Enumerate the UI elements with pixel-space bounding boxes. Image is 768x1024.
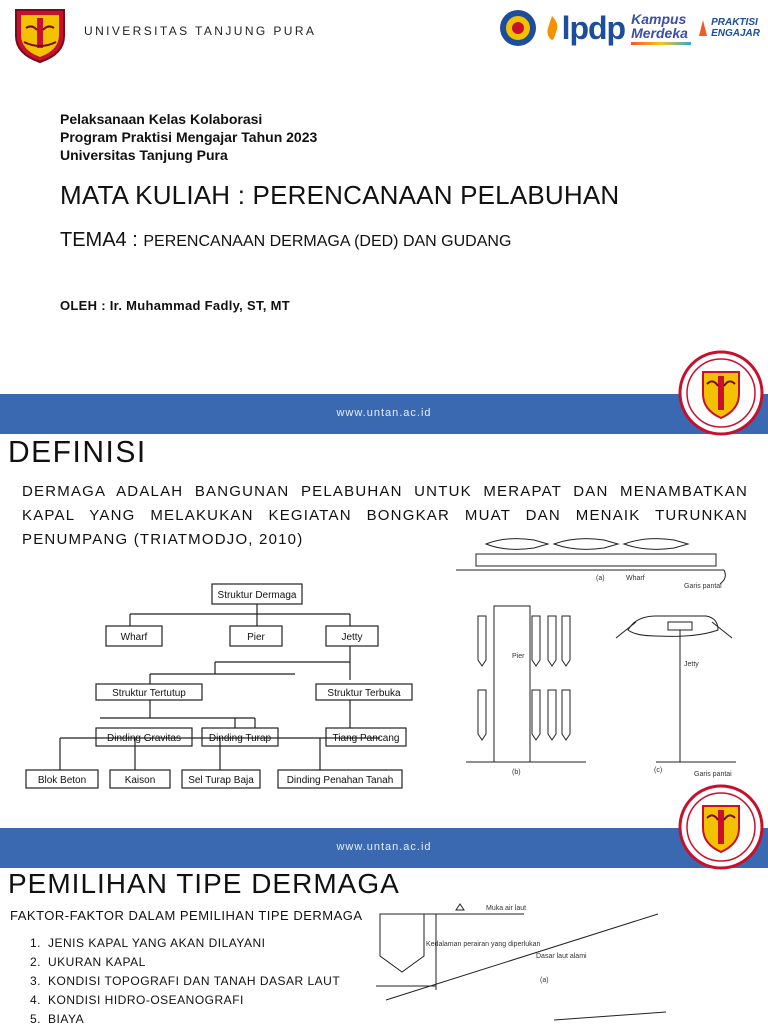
lpdp-logo bbox=[544, 10, 626, 47]
kampus-merdeka-logo bbox=[631, 12, 691, 45]
selection-title: PEMILIHAN TIPE DERMAGA bbox=[8, 868, 400, 899]
kampus-stripe bbox=[631, 42, 691, 45]
university-name: UNIVERSITAS TANJUNG PURA bbox=[84, 24, 317, 38]
diagram-type-wharf: Wharf bbox=[120, 632, 148, 643]
diagram-retaining-wall: Dinding Penahan Tanah bbox=[286, 775, 394, 786]
fig-label-wharf: Wharf bbox=[626, 575, 645, 582]
merdeka-word: Merdeka bbox=[631, 24, 688, 41]
intro-line-3: Universitas Tanjung Pura bbox=[60, 147, 228, 163]
diagram-closed: Struktur Tertutup bbox=[112, 688, 186, 699]
dock-types-figure bbox=[456, 530, 768, 778]
intro-line-1: Pelaksanaan Kelas Kolaborasi bbox=[60, 111, 263, 127]
selection-subtitle: FAKTOR-FAKTOR DALAM PEMILIHAN TIPE DERMAGA bbox=[10, 908, 363, 923]
intro-block bbox=[60, 110, 317, 164]
footer-url-2[interactable]: www.untan.ac.id bbox=[336, 841, 432, 853]
partner-logos bbox=[498, 6, 760, 50]
engajar-word: ENGAJAR bbox=[711, 28, 760, 39]
theme-text: PERENCANAAN DERMAGA (DED) DAN GUDANG bbox=[143, 233, 512, 250]
fig-kedalaman: Kedalaman perairan yang diperlukan bbox=[426, 941, 541, 948]
kemdikbud-logo-icon bbox=[498, 8, 538, 48]
diagram-root: Struktur Dermaga bbox=[217, 590, 297, 601]
diagram-pile: Tiang Pancang bbox=[332, 733, 400, 744]
praktisi-mengajar-logo bbox=[697, 17, 760, 39]
theme-title bbox=[60, 229, 511, 252]
list-item: 1. JENIS KAPAL YANG AKAN DILAYANI bbox=[30, 936, 266, 950]
diagram-concrete-block: Blok Beton bbox=[37, 775, 87, 786]
list-item: 2. UKURAN KAPAL bbox=[30, 955, 146, 969]
diagram-caisson: Kaison bbox=[124, 775, 156, 786]
praktisi-mark-icon bbox=[697, 18, 709, 38]
fig-label-a: (a) bbox=[596, 575, 605, 582]
list-item: 4. KONDISI HIDRO-OSEANOGRAFI bbox=[30, 993, 244, 1007]
fig-label-a-2: (a) bbox=[540, 977, 549, 984]
fig-label-c: (c) bbox=[654, 767, 663, 774]
untan-seal-icon bbox=[676, 350, 766, 436]
fig-label-garis-pantai: Garis pantai bbox=[684, 583, 722, 590]
definition-title: DEFINISI bbox=[8, 435, 147, 470]
seabed-depth-figure bbox=[376, 890, 768, 1024]
untan-logo-icon bbox=[8, 6, 72, 64]
fig-label-jetty: Jetty bbox=[684, 661, 699, 668]
theme-label: TEMA4 : bbox=[60, 229, 144, 251]
diagram-sheet-pile: Dinding Turap bbox=[208, 733, 272, 744]
fig-label-b: (b) bbox=[512, 769, 521, 776]
lpdp-flame-icon bbox=[544, 14, 560, 42]
definition-text: DERMAGA ADALAH BANGUNAN PELABUHAN UNTUK MERAPAT DAN MENAMBATKAN KAPAL YANG MELAKUKAN KEGIATAN BONGKAR MUAT DAN MENAIK TURUNKAN PENUMPANG (TRIATMODJO, 2010) bbox=[22, 483, 748, 548]
course-title: MATA KULIAH : PERENCANAAN PELABUHAN bbox=[60, 180, 620, 210]
fig-muka-air: Muka air laut bbox=[486, 905, 527, 912]
dock-structure-diagram bbox=[20, 572, 440, 800]
diagram-steel-sheet-cell: Sel Turap Baja bbox=[188, 775, 254, 786]
diagram-open: Struktur Terbuka bbox=[327, 688, 401, 699]
author-line: OLEH : Ir. Muhammad Fadly, ST, MT bbox=[60, 298, 290, 313]
untan-seal-icon-2 bbox=[676, 784, 766, 870]
kampus-word: Kampus bbox=[631, 10, 687, 27]
intro-line-2: Program Praktisi Mengajar Tahun 2023 bbox=[60, 129, 318, 145]
footer-url[interactable]: www.untan.ac.id bbox=[336, 407, 432, 419]
list-item: 3. KONDISI TOPOGRAFI DAN TANAH DASAR LAUT bbox=[30, 974, 341, 988]
fig-dasar-laut: Dasar laut alami bbox=[536, 953, 587, 960]
fig-label-pier: Pier bbox=[512, 653, 525, 660]
praktisi-word: PRAKTISI bbox=[711, 17, 758, 28]
list-item: 5. BIAYA bbox=[30, 1012, 85, 1024]
lpdp-wordmark: lpdp bbox=[561, 9, 626, 46]
diagram-type-jetty: Jetty bbox=[341, 632, 363, 643]
fig-label-garis-pantai-2: Garis pantai bbox=[694, 771, 732, 778]
diagram-type-pier: Pier bbox=[247, 632, 265, 643]
selection-factor-list bbox=[30, 934, 340, 1024]
diagram-gravity-wall: Dinding Gravitas bbox=[107, 733, 181, 744]
